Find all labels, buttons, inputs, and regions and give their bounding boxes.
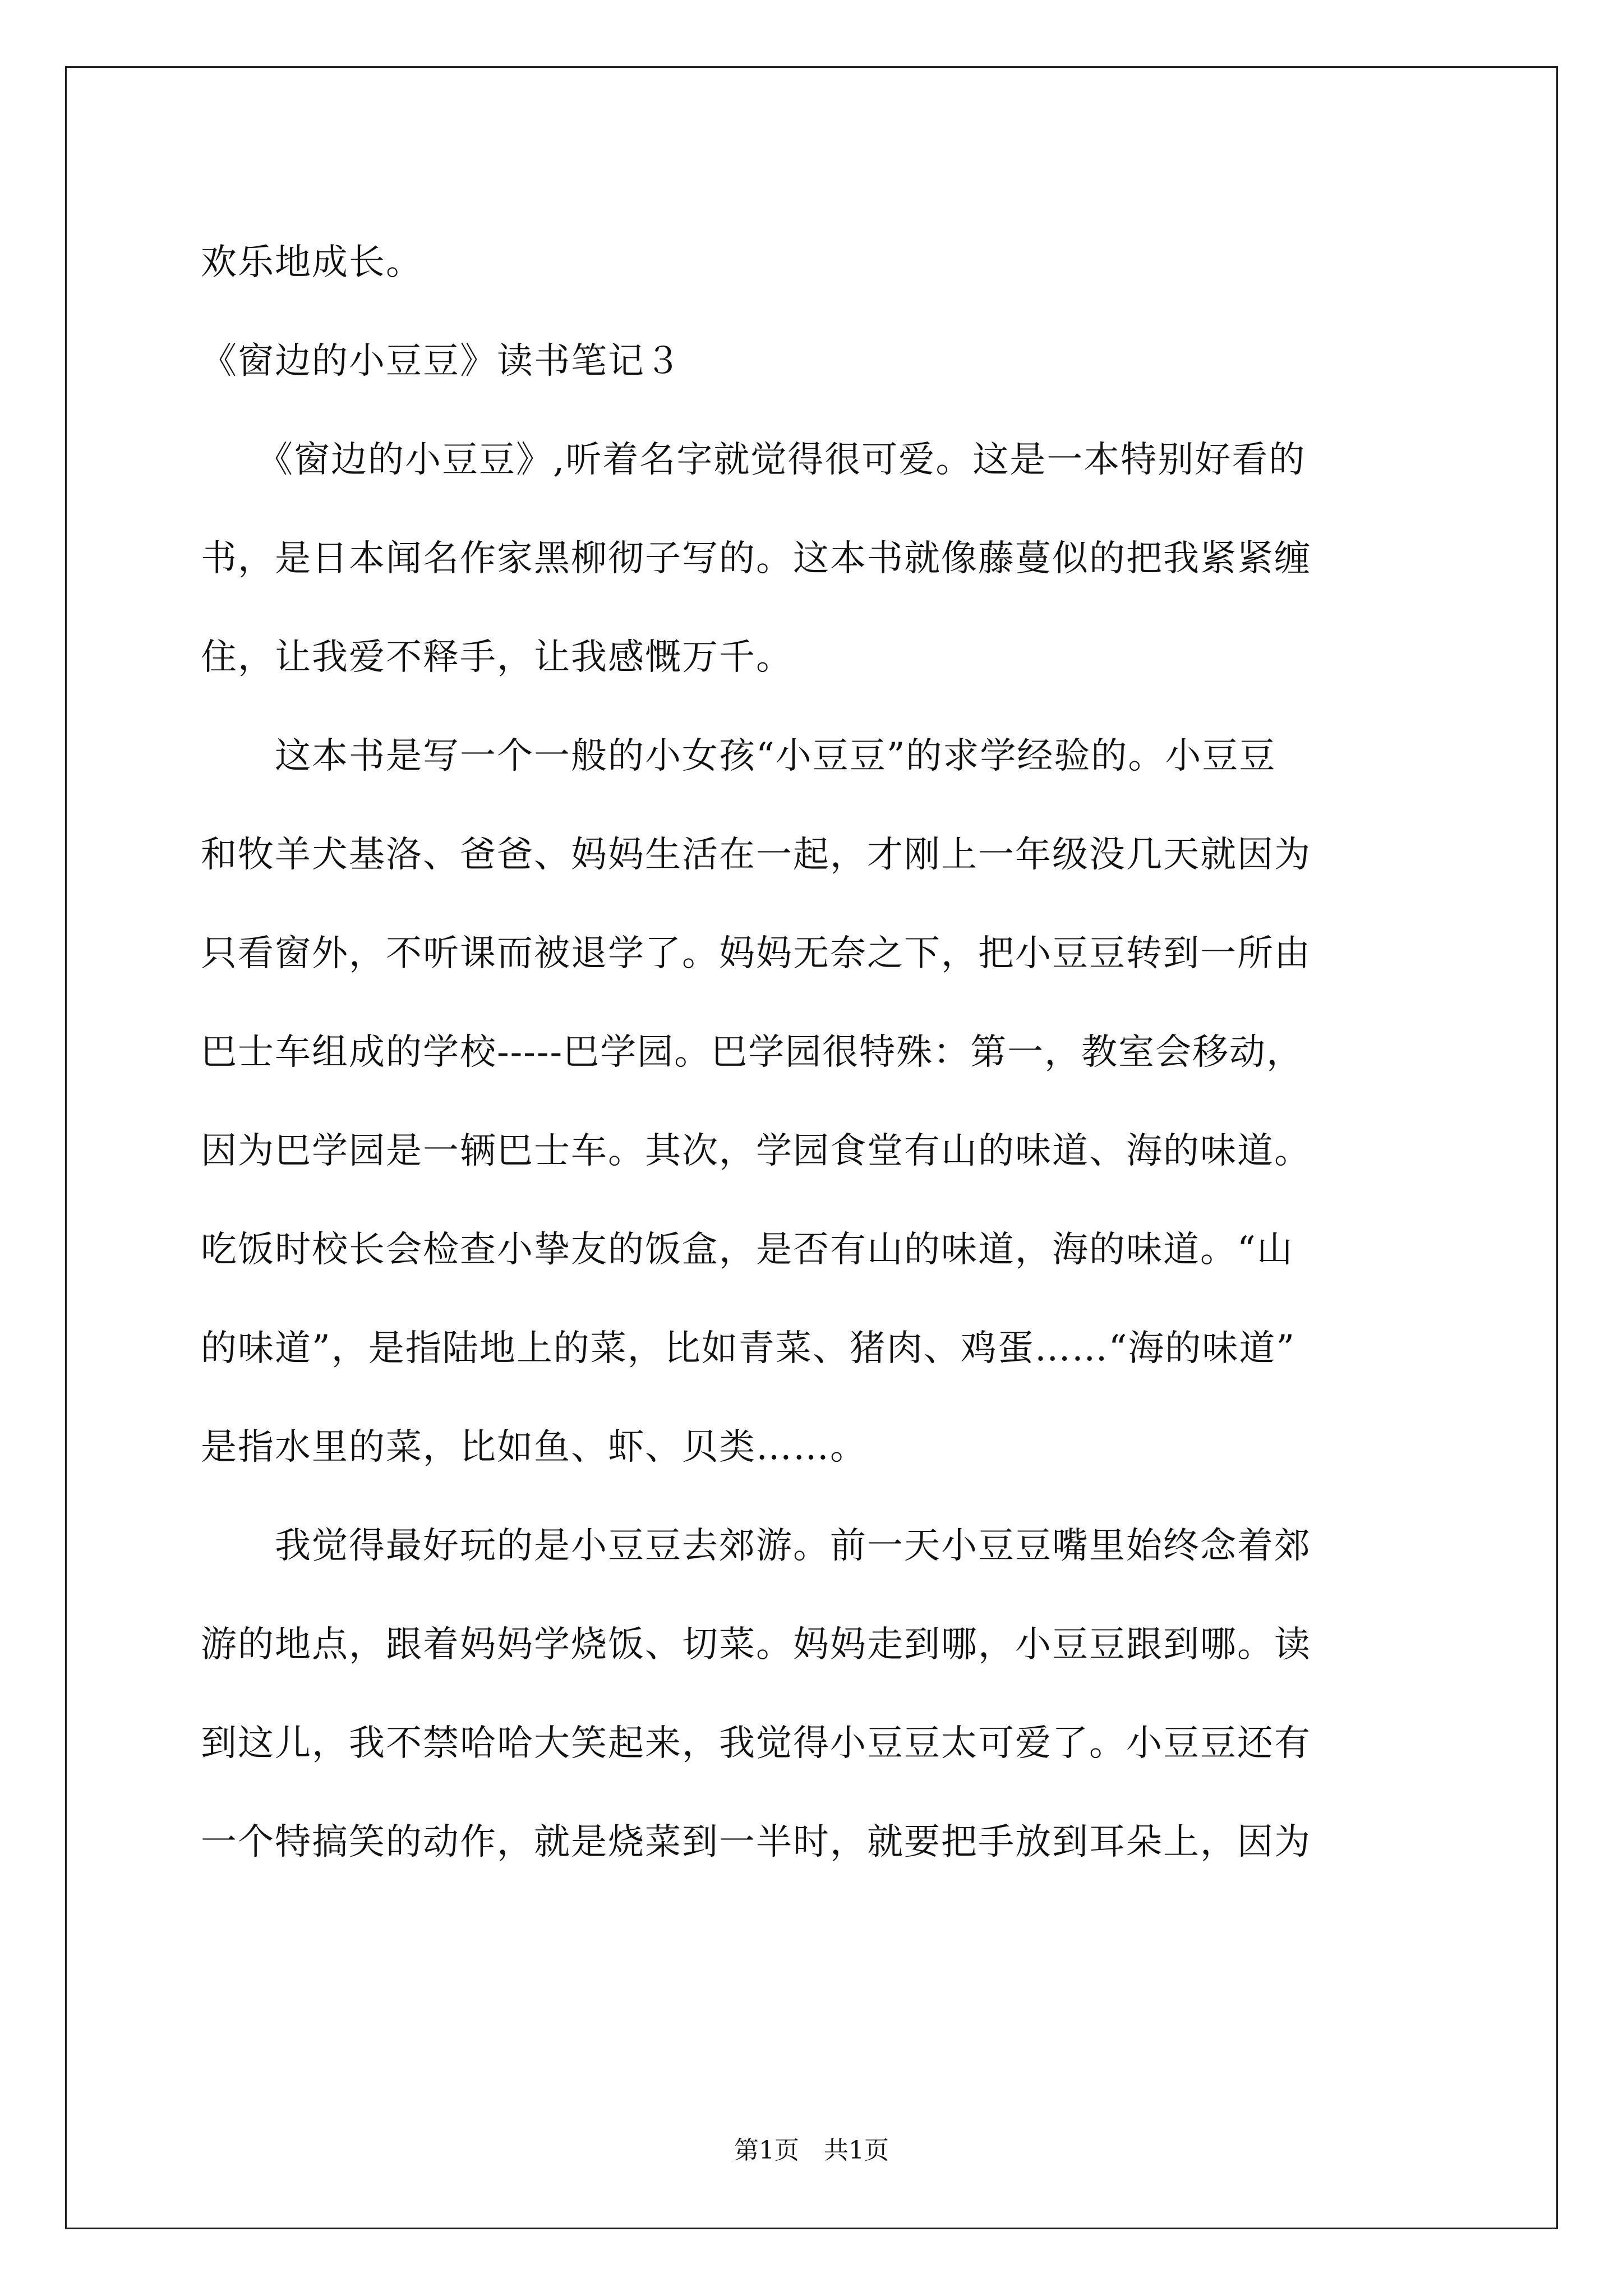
text-line: 这本书是写一个一般的小女孩“小豆豆”的求学经验的。小豆豆 (201, 735, 1276, 777)
text-line: 游的地点，跟着妈妈学烧饭、切菜。妈妈走到哪，小豆豆跟到哪。读 (201, 1624, 1311, 1665)
text-line: 欢乐地成长。 (201, 242, 423, 283)
text-line: 住，让我爱不释手，让我感慨万千。 (201, 637, 793, 678)
text-line: 是指水里的菜，比如鱼、虾、贝类……。 (201, 1427, 867, 1468)
text-line: 因为巴学园是一辆巴士车。其次，学园食堂有山的味道、海的味道。 (201, 1130, 1311, 1172)
text-line: 《窗边的小豆豆》,听着名字就觉得很可爱。这是一本特别好看的 (201, 439, 1306, 481)
section-heading: 《窗边的小豆豆》读书笔记３ (201, 341, 682, 382)
document-body (201, 213, 1429, 1892)
text-line: 巴士车组成的学校-----巴学园。巴学园很特殊：第一，教室会移动， (201, 1032, 1304, 1073)
page-footer: 第1页 共1页 (734, 2136, 889, 2165)
text-line: 只看窗外，不听课而被退学了。妈妈无奈之下，把小豆豆转到一所由 (201, 933, 1311, 974)
text-line: 书，是日本闻名作家黑柳彻子写的。这本书就像藤蔓似的把我紧紧缠 (201, 538, 1311, 579)
text-line: 一个特搞笑的动作，就是烧菜到一半时，就要把手放到耳朵上，因为 (201, 1821, 1311, 1863)
text-line: 和牧羊犬基洛、爸爸、妈妈生活在一起，才刚上一年级没几天就因为 (201, 834, 1311, 876)
text-line: 的味道”，是指陆地上的菜，比如青菜、猪肉、鸡蛋……“海的味道” (201, 1328, 1296, 1369)
text-line: 我觉得最好玩的是小豆豆去郊游。前一天小豆豆嘴里始终念着郊 (201, 1525, 1311, 1567)
text-line: 到这儿，我不禁哈哈大笑起来，我觉得小豆豆太可爱了。小豆豆还有 (201, 1723, 1311, 1764)
text-line: 吃饭时校长会检查小挚友的饭盒，是否有山的味道，海的味道。“山 (201, 1229, 1294, 1271)
